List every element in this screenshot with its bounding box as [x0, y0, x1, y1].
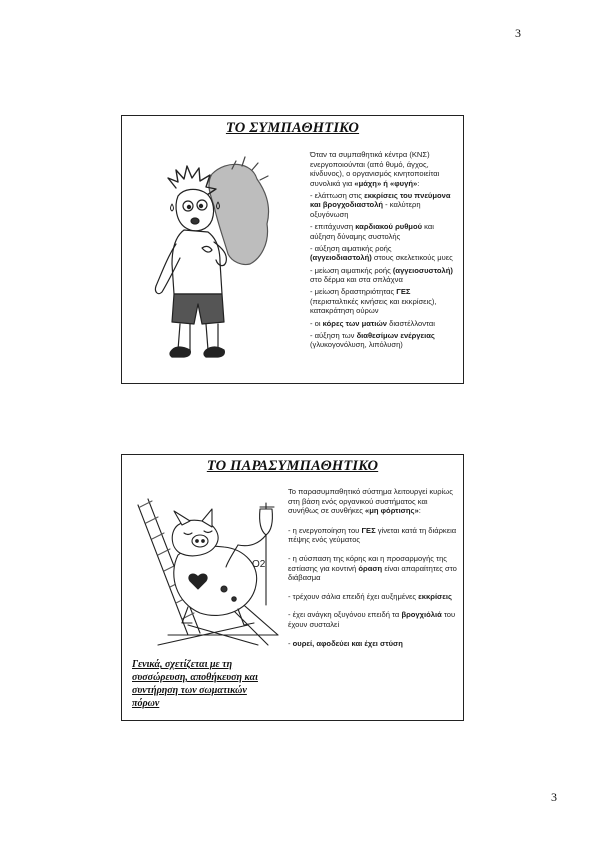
list-item: [310, 287, 455, 316]
oxygen-label: O2: [252, 559, 266, 570]
summary-text: Γενικά, σχετίζεται με τη συσσώρευση, αποθήκευση και συντήρηση των σωματικών πόρων: [132, 659, 258, 709]
list-item: [288, 592, 458, 602]
item-bold: (αγγειοσυστολή): [392, 265, 453, 275]
slide-title: ΤΟ ΣΥΜΠΑΘΗΤΙΚΟ: [225, 120, 360, 136]
list-item: [310, 266, 455, 285]
item-text: - η σύσπαση της κόρης και η προσαρμογής της εστίασης για κοντινή: [288, 553, 447, 573]
item-text: - αύξηση αιματικής ροής: [310, 243, 392, 253]
list-item: [288, 610, 458, 629]
item-text: -: [288, 638, 293, 648]
intro-paragraph: [310, 150, 455, 188]
list-item: [288, 526, 458, 545]
item-text: - μείωση αιματικής ροής: [310, 265, 393, 275]
list-item: [288, 639, 458, 649]
item-bold: εκκρίσεις του πνεύμονα: [364, 190, 451, 200]
startled-boy-illustration: [132, 144, 300, 374]
list-item: [310, 319, 455, 329]
list-item: [288, 554, 458, 583]
slide-parasympathetic: [121, 454, 464, 721]
intro-emphasis: «μάχη» ή «φυγή»: [354, 178, 418, 188]
item-text: (περισταλτικές κινήσεις και εκκρίσεις), κατακράτηση ούρων: [310, 296, 437, 316]
item-text: - οι: [310, 318, 323, 328]
item-text: στο δέρμα και στα σπλάχνα: [310, 275, 403, 285]
item-bold: διαθεσίμων ενέργειας: [356, 330, 435, 340]
item-text: και αύξηση δύναμης συστολής: [310, 222, 434, 241]
item-bold: καρδιακού ρυθμού: [355, 222, 423, 232]
intro-emphasis: «μη φόρτισης»: [365, 506, 419, 516]
item-bold: εκκρίσεις: [418, 591, 452, 601]
intro-paragraph: [288, 487, 458, 516]
slide-sympathetic: [121, 115, 464, 384]
item-text: - η ενεργοποίηση του: [288, 525, 362, 535]
item-text: - μείωση δραστηριότητας: [310, 287, 397, 297]
item-bold: ΓΕΣ: [396, 287, 411, 297]
relaxed-pig-illustration: [128, 485, 288, 660]
item-bold: βρογχιόλιά: [401, 610, 442, 620]
item-bold: ουρεί, αφοδεύει και έχει στύση: [292, 638, 403, 648]
item-bold: όραση: [358, 563, 383, 573]
slide-body-text: [288, 487, 458, 657]
item-text: του έχουν συσταλεί: [288, 610, 456, 629]
list-item: [310, 244, 455, 263]
list-item: [310, 331, 455, 350]
item-text: γίνεται κατά τη διάρκεια πέψης ενός γεύματος: [288, 525, 457, 545]
item-bold: και βρογχοδιαστολή: [310, 200, 384, 210]
list-item: [310, 191, 455, 220]
item-bold: ΓΕΣ: [361, 525, 376, 535]
intro-text: Το παρασυμπαθητικό σύστημα λειτουργεί κυρίως στη βάση ενός οργανικού συστήματος και συνήθως σε συνθήκες: [288, 487, 453, 516]
item-text: στους σκελετικούς μυες: [371, 253, 453, 263]
item-text: - ελάττωση στις: [310, 190, 365, 200]
item-text: - καλύτερη οξυγόνωση: [310, 200, 421, 220]
item-text: (γλυκογονόλυση, λιπόλυση): [310, 340, 403, 350]
page-number-top: 3: [515, 26, 521, 40]
item-text: - επιτάχυνση: [310, 222, 356, 232]
slide-title: ΤΟ ΠΑΡΑΣΥΜΠΑΘΗΤΙΚΟ: [206, 458, 379, 474]
item-text: - αύξηση των: [310, 330, 357, 340]
intro-colon: :: [418, 506, 421, 516]
item-bold: κόρες των ματιών: [322, 318, 388, 328]
item-text: - τρέχουν σάλια επειδή έχει αυξημένες: [288, 591, 419, 601]
item-text: διαστέλλονται: [387, 318, 435, 328]
item-text: - έχει ανάγκη οξυγόνου επειδή τα: [288, 610, 402, 620]
intro-text: Όταν τα συμπαθητικά κέντρα (ΚΝΣ) ενεργοποιούνται (από θυμό, άγχος, κίνδυνος), ο οργανισμός κινητοποιείται συνολικά για: [310, 150, 440, 188]
item-text: είναι απαραίτητες στο διάβασμα: [288, 563, 457, 583]
slide-body-text: [310, 150, 455, 352]
page-number-bottom: 3: [551, 790, 557, 804]
intro-colon: :: [417, 178, 420, 188]
item-bold: (αγγειοδιαστολή): [310, 253, 372, 263]
list-item: [310, 222, 455, 241]
